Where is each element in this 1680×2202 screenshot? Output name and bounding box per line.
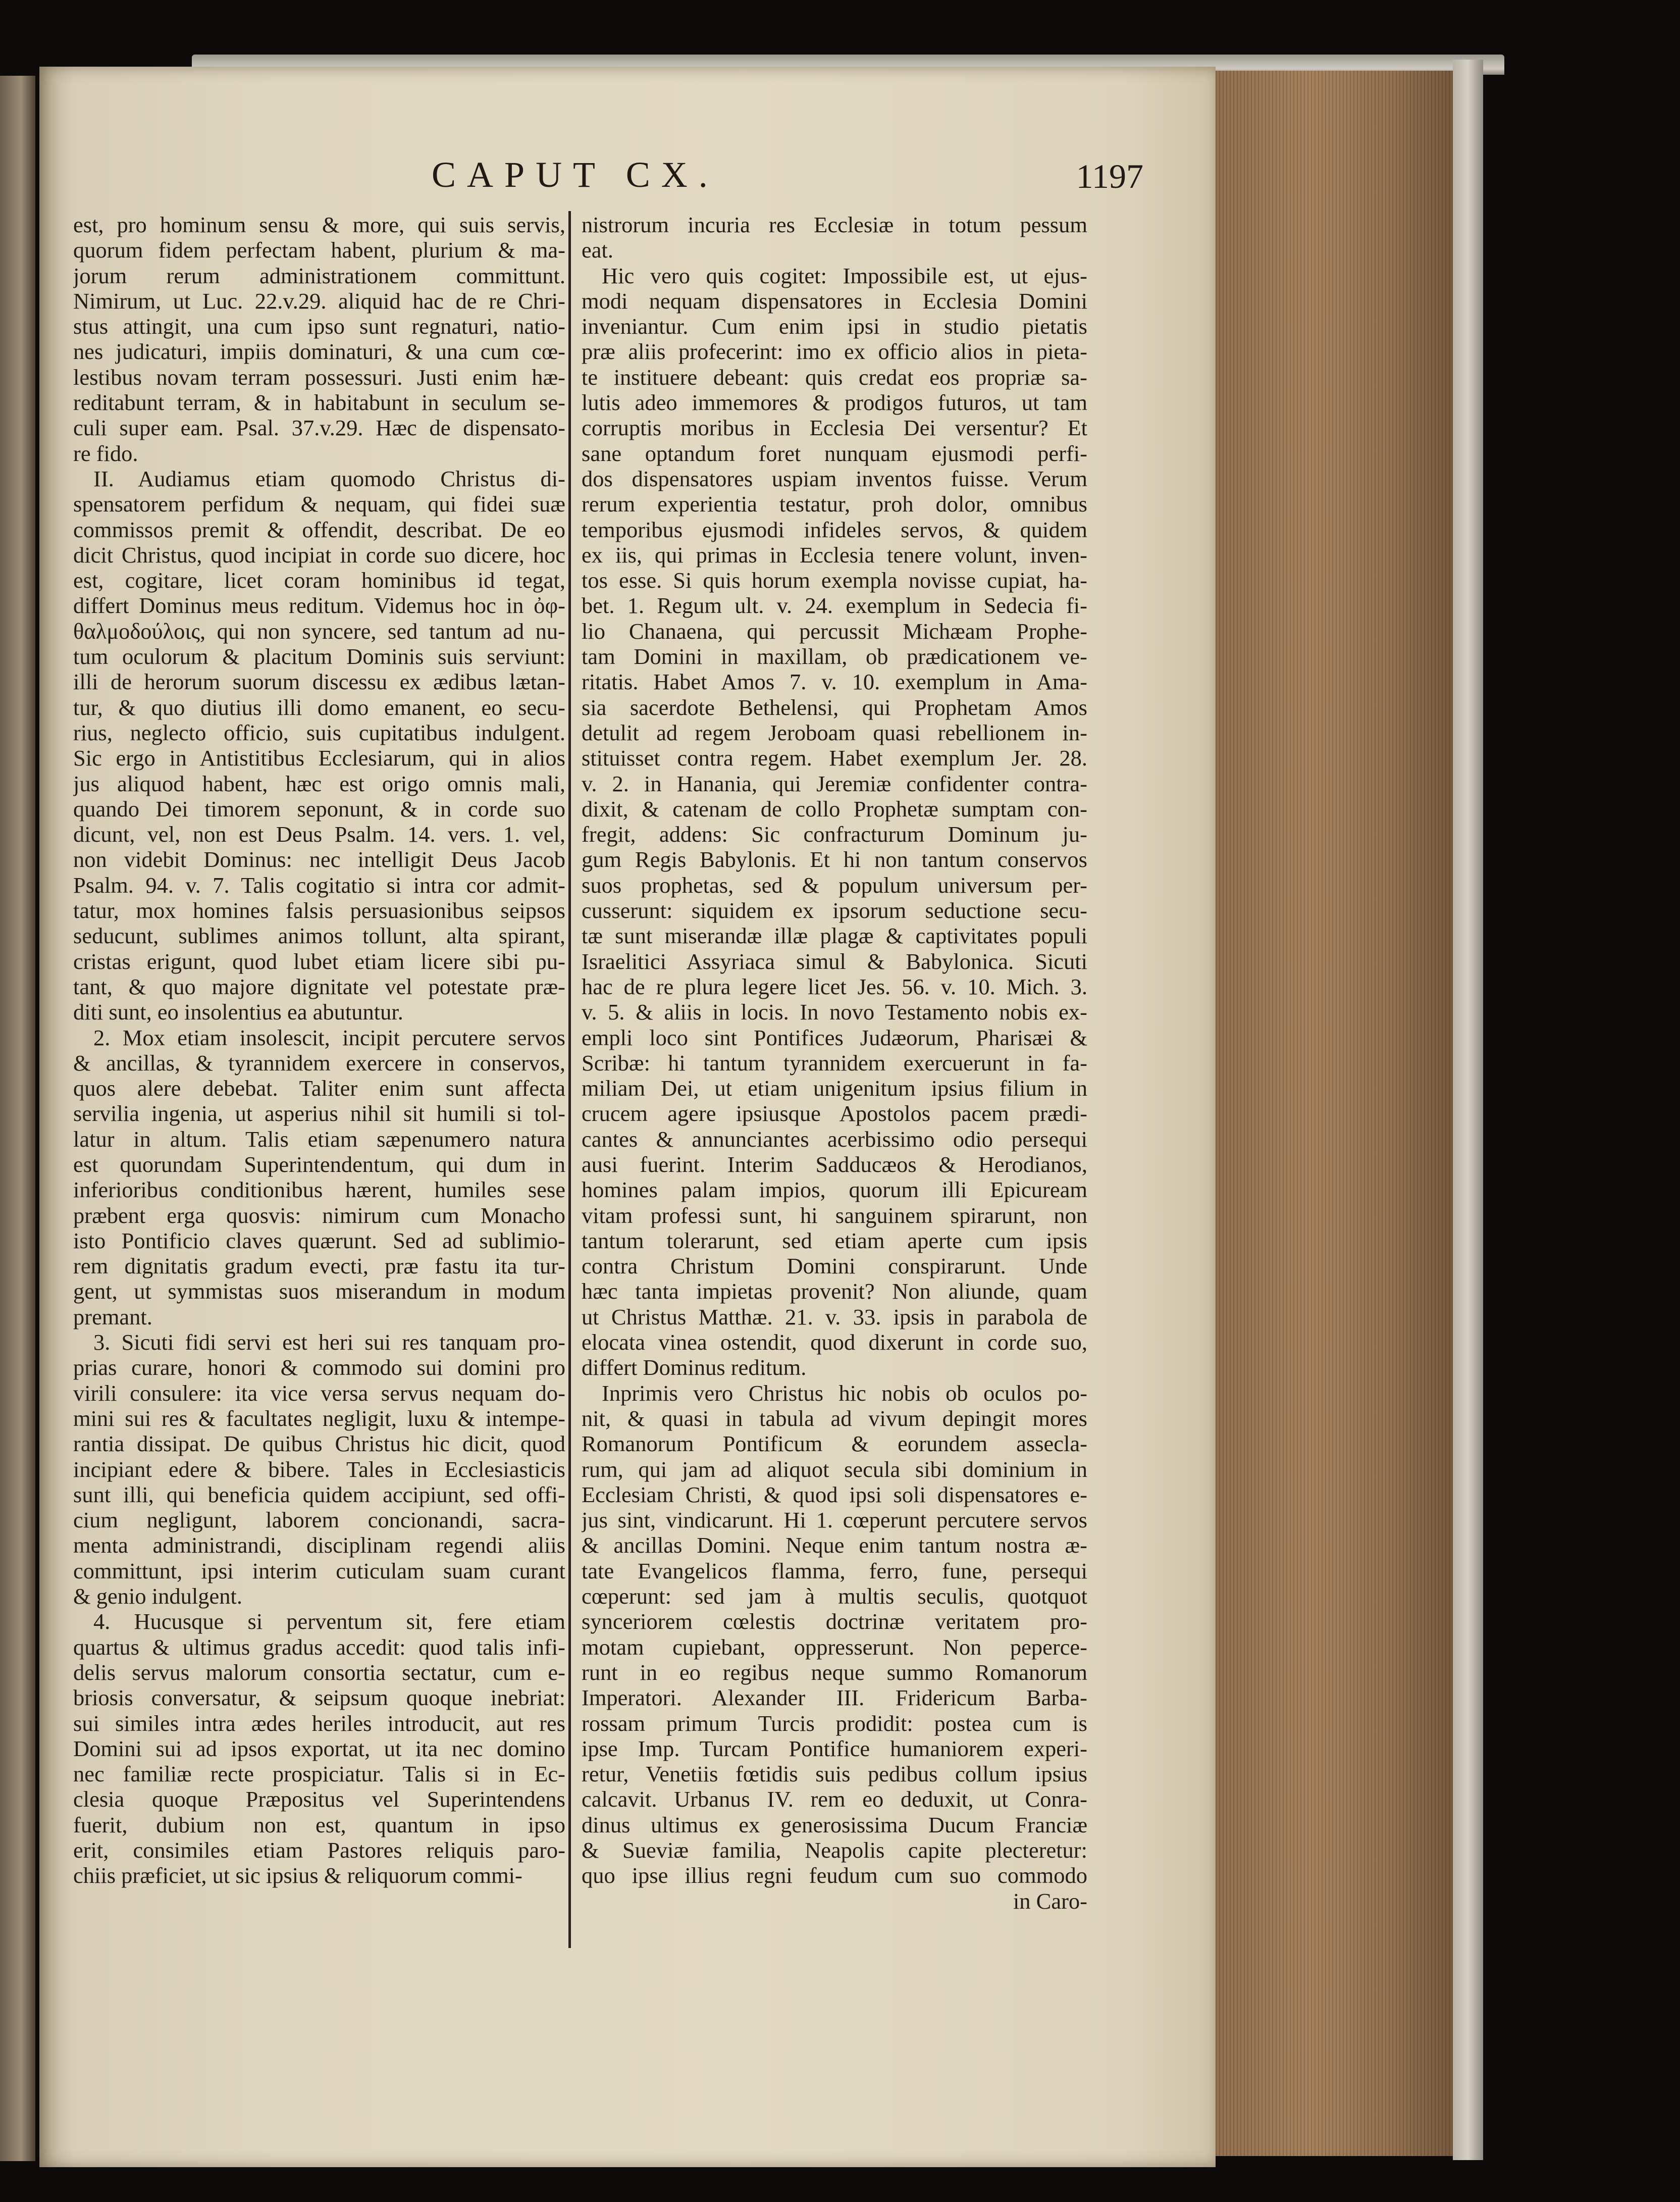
text-line: est, pro hominum sensu & more, qui suis servis, xyxy=(73,212,565,237)
text-line: Inprimis vero Christus hic nobis ob oculos po- xyxy=(602,1380,1087,1406)
text-line: contra Christum Domini conspirarunt. Unde xyxy=(582,1253,1087,1279)
text-line: & ancillas, & tyrannidem exercere in conservos, xyxy=(73,1050,565,1076)
text-line: quos alere debebat. Taliter enim sunt affecta xyxy=(73,1076,565,1101)
text-line: cantes & annunciantes acerbissimo odio persequi xyxy=(582,1126,1087,1152)
text-line: & Sueviæ familia, Neapolis capite plecteretur: xyxy=(582,1837,1087,1863)
text-line: ut Christus Matthæ. 21. v. 33. ipsis in parabola de xyxy=(582,1304,1087,1329)
text-line: hac de re plura legere licet Jes. 56. v. 10. Mich. 3. xyxy=(582,974,1087,999)
text-line: Scribæ: hi tantum tyrannidem exercuerunt in fa- xyxy=(582,1050,1087,1076)
text-column-left xyxy=(73,212,565,1888)
text-line: clesia quoque Præpositus vel Superintendens xyxy=(73,1786,565,1812)
text-line: ipse Imp. Turcam Pontifice humaniorem experi- xyxy=(582,1735,1087,1761)
text-line: detulit ad regem Jeroboam quasi rebellionem in- xyxy=(582,720,1087,745)
text-line: miliam Dei, ut etiam unigenitum ipsius filium in xyxy=(582,1076,1087,1101)
text-line: menta administrandi, disciplinam regendi aliis xyxy=(73,1532,565,1558)
text-line: tur, & quo diutius illi domo emanent, eo secu- xyxy=(73,694,565,720)
text-line: reditabunt terram, & in habitabunt in seculum se- xyxy=(73,390,565,416)
text-line: mini sui res & facultates negligit, luxu & intempe- xyxy=(73,1405,565,1431)
text-line: eat. xyxy=(582,237,613,263)
text-line: sane optandum foret nunquam ejusmodi perfi- xyxy=(582,440,1087,466)
text-line: quo ipse illius regni feudum cum suo commodo xyxy=(582,1863,1087,1888)
text-line: tum oculorum & placitum Dominis suis serviunt: xyxy=(73,644,565,670)
text-line: θαλμοδούλοις, qui non syncere, sed tantum ad nu- xyxy=(73,618,565,644)
text-line: tatur, mox homines falsis persuasionibus seipsos xyxy=(73,898,565,924)
text-line: chiis præficiet, ut sic ipsius & reliquorum commi- xyxy=(73,1863,522,1888)
text-line: ausi fuerint. Interim Sadducæos & Herodianos, xyxy=(582,1151,1087,1177)
text-line: culi super eam. Psal. 37.v.29. Hæc de dispensato- xyxy=(73,415,565,441)
text-line: corruptis moribus in Ecclesia Dei versentur? Et xyxy=(582,415,1087,441)
text-line: bet. 1. Regum ult. v. 24. exemplum in Sedecia fi- xyxy=(582,593,1087,619)
page-fore-edge xyxy=(1216,71,1453,2156)
text-line: vitam professi sunt, hi sanguinem spirarunt, non xyxy=(582,1202,1087,1228)
text-line: Sic ergo in Antistitibus Ecclesiarum, qui in alios xyxy=(73,745,565,771)
text-line: v. 5. & aliis in locis. In novo Testamento nobis ex- xyxy=(582,999,1087,1025)
text-line: rerum experientia testatur, proh dolor, omnibus xyxy=(582,491,1087,517)
text-line: præ aliis profecerint: imo ex officio alios in pieta- xyxy=(582,339,1087,365)
text-line: gent, ut symmistas suos miserandum in modum xyxy=(73,1278,565,1304)
text-line: dixit, & catenam de collo Prophetæ sumptam con- xyxy=(582,796,1087,822)
text-line: isto Pontificio claves quærunt. Sed ad sublimio- xyxy=(73,1227,565,1253)
text-line: re fido. xyxy=(73,440,138,466)
text-line: inveniantur. Cum enim ipsi in studio pietatis xyxy=(582,314,1087,339)
text-line: differt Dominus meus reditum. Videmus hoc in ὀφ- xyxy=(73,593,565,619)
text-line: retur, Venetiis fœtidis suis pedibus collum ipsius xyxy=(582,1761,1087,1787)
text-line: stituisset contra regem. Habet exemplum Jer. 28. xyxy=(582,745,1087,771)
text-line: v. 2. in Hanania, qui Jeremiæ confidenter contra- xyxy=(582,771,1087,796)
text-line: temporibus ejusmodi infideles servos, & quidem xyxy=(582,517,1087,542)
text-line: cristas erigunt, quod lubet etiam licere sibi pu- xyxy=(73,948,565,974)
text-line: rantia dissipat. De quibus Christus hic dicit, quod xyxy=(73,1431,565,1457)
text-line: Imperatori. Alexander III. Fridericum Barba- xyxy=(582,1685,1087,1711)
text-line: in Caro- xyxy=(1013,1888,1087,1914)
text-line: Ecclesiam Christi, & quod ipsi soli dispensatores e- xyxy=(582,1481,1087,1507)
text-line: committunt, ipsi interim cuticulam suam curant xyxy=(73,1558,565,1583)
text-line: empli loco sint Pontifices Judæorum, Pharisæi & xyxy=(582,1025,1087,1050)
text-line: fregit, addens: Sic confracturum Dominum ju- xyxy=(582,822,1087,847)
text-line: II. Audiamus etiam quomodo Christus di- xyxy=(93,466,565,491)
text-line: tantum tolerarunt, sed etiam aperte cum ipsis xyxy=(582,1227,1087,1253)
text-line: jus sint, vindicarunt. Hi 1. cœperunt percutere servos xyxy=(582,1507,1087,1533)
text-line: est, cogitare, licet coram hominibus id tegat, xyxy=(73,568,565,593)
text-line: dicit Christus, quod incipiat in corde suo dicere, hoc xyxy=(73,542,565,568)
text-line: & ancillas Domini. Neque enim tantum nostra æ- xyxy=(582,1532,1087,1558)
text-line: & genio indulgent. xyxy=(73,1583,242,1609)
text-line: prias curare, honori & commodo sui domini pro xyxy=(73,1355,565,1380)
text-line: cusserunt: siquidem ex ipsorum seductione secu- xyxy=(582,898,1087,924)
text-line: seducunt, sublimes animos tollunt, alta spirant, xyxy=(73,923,565,949)
text-line: illi de herorum suorum discessu ex ædibus lætan- xyxy=(73,669,565,695)
text-line: nistrorum incuria res Ecclesiæ in totum pessum xyxy=(582,212,1087,237)
text-line: calcavit. Urbanus IV. rem eo deduxit, ut Conra- xyxy=(582,1786,1087,1812)
text-line: synceriorem cœlestis doctrinæ veritatem pro- xyxy=(582,1609,1087,1634)
text-line: gum Regis Babylonis. Et hi non tantum conservos xyxy=(582,847,1087,873)
text-line: inferioribus conditionibus hærent, humiles sese xyxy=(73,1177,565,1203)
text-line: tate Evangelicos flamma, ferro, fune, persequi xyxy=(582,1558,1087,1583)
text-line: hæc tanta impietas provenit? Non aliunde, quam xyxy=(582,1278,1087,1304)
text-line: Psalm. 94. v. 7. Talis cogitatio si intra cor admit- xyxy=(73,872,565,898)
text-line: Romanorum Pontificum & eorundem assecla- xyxy=(582,1431,1087,1457)
text-line: rum, qui jam ad aliquot secula sibi dominium in xyxy=(582,1456,1087,1482)
column-rule xyxy=(568,211,571,1948)
text-line: tæ sunt miserandæ illæ plagæ & captivitates populi xyxy=(582,923,1087,949)
text-line: cium negligunt, laborem concionandi, sacra- xyxy=(73,1507,565,1533)
text-line: te instituere debeant: quis credat eos propriæ sa- xyxy=(582,364,1087,390)
text-line: tos esse. Si quis horum exempla novisse cupiat, ha- xyxy=(582,568,1087,593)
text-line: jorum rerum administrationem committunt. xyxy=(73,263,565,288)
text-line: rius, neglecto officio, suis cupitatibus indulgent. xyxy=(73,720,565,745)
text-line: ritatis. Habet Amos 7. v. 10. exemplum in Ama- xyxy=(582,669,1087,695)
text-line: modi nequam dispensatores in Ecclesia Domini xyxy=(582,288,1087,314)
text-line: rossam primum Turcis prodidit: postea cum is xyxy=(582,1710,1087,1736)
text-line: elocata vinea ostendit, quod dixerunt in corde suo, xyxy=(582,1329,1087,1355)
text-line: motam cupiebant, oppresserunt. Non pepercе- xyxy=(582,1634,1087,1660)
text-line: quartus & ultimus gradus accedit: quod talis infi- xyxy=(73,1634,565,1660)
text-line: quorum fidem perfectam habent, plurium & ma- xyxy=(73,237,565,263)
text-line: lio Chanaena, qui percussit Michæam Prophe- xyxy=(582,618,1087,644)
text-line: Hic vero quis cogitet: Impossibile est, ut ejus- xyxy=(602,263,1087,288)
text-line: nes judicaturi, impiis dominaturi, & una cum cœ- xyxy=(73,339,565,365)
text-line: homines palam impios, quorum illi Epicuream xyxy=(582,1177,1087,1203)
text-line: Domini sui ad ipsos exportat, ut ita nec domino xyxy=(73,1735,565,1761)
text-line: sui similes intra ædes heriles introducit, aut res xyxy=(73,1710,565,1736)
cover-right-edge xyxy=(1453,60,1483,2160)
text-column-right xyxy=(582,212,1087,1914)
text-line: 4. Hucusque si perventum sit, fere etiam xyxy=(93,1609,565,1634)
text-line: incipiant edere & bibere. Tales in Ecclesiasticis xyxy=(73,1456,565,1482)
text-line: stus attingit, una cum ipso sunt regnaturi, natio- xyxy=(73,314,565,339)
text-line: jus aliquod habent, hæc est origo omnis mali, xyxy=(73,771,565,796)
running-title: CAPUT CX. xyxy=(432,155,719,195)
text-line: commissos premit & offendit, describat. De eo xyxy=(73,517,565,542)
text-line: tam Domini in maxillam, ob prædicationem ve- xyxy=(582,644,1087,670)
text-line: Nimirum, ut Luc. 22.v.29. aliquid hac de re Chri- xyxy=(73,288,565,314)
text-line: diti sunt, eo insolentius ea abutuntur. xyxy=(73,999,403,1025)
text-line: crucem agere ipsiusque Apostolos pacem prædi- xyxy=(582,1101,1087,1126)
text-line: fuerit, dubium non est, quantum in ipso xyxy=(73,1812,565,1837)
text-line: non videbit Dominus: nec intelligit Deus Jacob xyxy=(73,847,565,873)
text-line: nec familiæ recte prospiciatur. Talis si in Ec- xyxy=(73,1761,565,1787)
text-line: rem dignitatis gradum evecti, præ fastu ita tur- xyxy=(73,1253,565,1279)
text-line: runt in eo regibus neque summo Romanorum xyxy=(582,1659,1087,1685)
text-line: erit, consimiles etiam Pastores reliquis paro- xyxy=(73,1837,565,1863)
text-line: latur in altum. Talis etiam sæpenumero natura xyxy=(73,1126,565,1152)
text-line: suos prophetas, sed & populum universum per- xyxy=(582,872,1087,898)
text-line: virili consulere: ita vice versa servus nequam do- xyxy=(73,1380,565,1406)
text-line: briosis conversatur, & seipsum quoque inebriat: xyxy=(73,1685,565,1711)
text-line: differt Dominus reditum. xyxy=(582,1355,807,1380)
text-line: nit, & quasi in tabula ad vivum depingit mores xyxy=(582,1405,1087,1431)
text-line: dos dispensatores uspiam inventos fuisse. Verum xyxy=(582,466,1087,491)
text-line: dinus ultimus ex generosissima Ducum Franciæ xyxy=(582,1812,1087,1837)
text-line: servilia ingenia, ut asperius nihil sit humili si tol- xyxy=(73,1101,565,1126)
text-line: lutis adeo immemores & prodigos futuros, ut tam xyxy=(582,390,1087,416)
text-line: sunt illi, qui beneficia quidem accipiunt, sed offi- xyxy=(73,1481,565,1507)
text-line: 2. Mox etiam insolescit, incipit percutere servos xyxy=(93,1025,565,1050)
text-line: Israelitici Assyriaca simul & Babylonica. Sicuti xyxy=(582,948,1087,974)
text-line: præbent erga quosvis: nimirum cum Monacho xyxy=(73,1202,565,1228)
text-line: 3. Sicuti fidi servi est heri sui res tanquam pro- xyxy=(93,1329,565,1355)
text-line: tant, & quo majore dignitate vel potestate præ- xyxy=(73,974,565,999)
text-line: spensatorem perfidum & nequam, qui fidei suæ xyxy=(73,491,565,517)
text-line: cœperunt: sed jam à multis seculis, quotquot xyxy=(582,1583,1087,1609)
text-line: premant. xyxy=(73,1304,152,1329)
text-line: est quorundam Superintendentum, qui dum in xyxy=(73,1151,565,1177)
facing-page-edge xyxy=(0,76,35,2161)
text-line: quando Dei timorem seponunt, & in corde suo xyxy=(73,796,565,822)
text-line: ex iis, qui primas in Ecclesia tenere volunt, inven- xyxy=(582,542,1087,568)
text-line: delis servus malorum consortia sectatur, cum e- xyxy=(73,1659,565,1685)
text-line: dicunt, vel, non est Deus Psalm. 14. vers. 1. vel, xyxy=(73,822,565,847)
text-line: sia sacerdote Bethelensi, qui Prophetam Amos xyxy=(582,694,1087,720)
text-line: lestibus novam terram possessuri. Justi enim hæ- xyxy=(73,364,565,390)
page-number: 1197 xyxy=(1076,157,1143,195)
